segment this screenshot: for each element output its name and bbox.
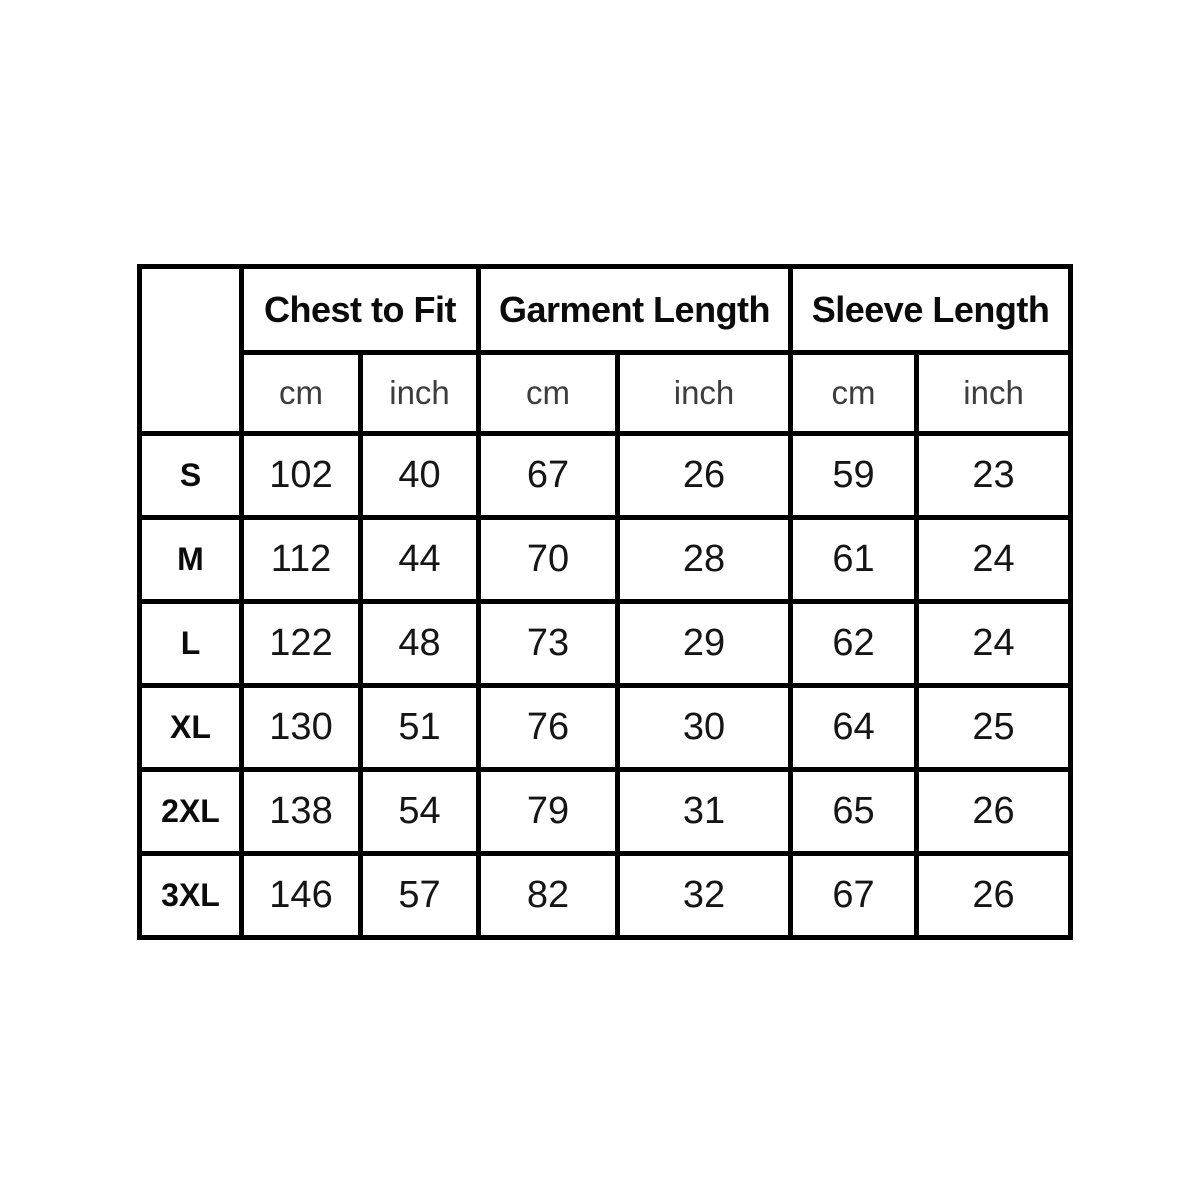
unit-header-sleeve-inch: inch	[917, 353, 1071, 434]
table-row-l	[140, 602, 1071, 686]
measurement-cell: 30	[618, 686, 791, 770]
measurement-cell: 28	[618, 518, 791, 602]
size-label: M	[140, 518, 242, 602]
size-label: 3XL	[140, 854, 242, 938]
measurement-cell: 130	[242, 686, 361, 770]
measurement-cell: 112	[242, 518, 361, 602]
measurement-cell: 57	[361, 854, 479, 938]
measurement-cell: 82	[479, 854, 618, 938]
measurement-cell: 23	[917, 434, 1071, 518]
column-group-chest-to-fit: Chest to Fit	[242, 267, 479, 353]
measurement-cell: 44	[361, 518, 479, 602]
unit-header-chest-inch: inch	[361, 353, 479, 434]
measurement-cell: 24	[917, 602, 1071, 686]
measurement-cell: 32	[618, 854, 791, 938]
unit-header-garment-cm: cm	[479, 353, 618, 434]
measurement-cell: 146	[242, 854, 361, 938]
measurement-cell: 102	[242, 434, 361, 518]
measurement-cell: 61	[791, 518, 917, 602]
column-group-garment-length: Garment Length	[479, 267, 791, 353]
table-row-2xl	[140, 770, 1071, 854]
measurement-cell: 48	[361, 602, 479, 686]
measurement-cell: 65	[791, 770, 917, 854]
unit-header-row	[140, 353, 1071, 434]
unit-header-garment-inch: inch	[618, 353, 791, 434]
size-label: L	[140, 602, 242, 686]
measurement-cell: 24	[917, 518, 1071, 602]
measurement-cell: 76	[479, 686, 618, 770]
measurement-cell: 26	[917, 854, 1071, 938]
size-label: S	[140, 434, 242, 518]
measurement-cell: 70	[479, 518, 618, 602]
measurement-cell: 26	[917, 770, 1071, 854]
measurement-cell: 29	[618, 602, 791, 686]
column-group-sleeve-length: Sleeve Length	[791, 267, 1071, 353]
measurement-cell: 73	[479, 602, 618, 686]
table-row-3xl	[140, 854, 1071, 938]
measurement-cell: 62	[791, 602, 917, 686]
measurement-cell: 40	[361, 434, 479, 518]
measurement-cell: 67	[479, 434, 618, 518]
measurement-cell: 25	[917, 686, 1071, 770]
measurement-cell: 31	[618, 770, 791, 854]
measurement-cell: 138	[242, 770, 361, 854]
measurement-cell: 79	[479, 770, 618, 854]
table-row-s	[140, 434, 1071, 518]
measurement-cell: 26	[618, 434, 791, 518]
measurement-cell: 51	[361, 686, 479, 770]
unit-header-sleeve-cm: cm	[791, 353, 917, 434]
size-label: XL	[140, 686, 242, 770]
unit-header-chest-cm: cm	[242, 353, 361, 434]
measurement-cell: 54	[361, 770, 479, 854]
measurement-cell: 67	[791, 854, 917, 938]
measurement-cell: 59	[791, 434, 917, 518]
measurement-cell: 64	[791, 686, 917, 770]
table-row-m	[140, 518, 1071, 602]
corner-cell	[140, 267, 242, 434]
size-label: 2XL	[140, 770, 242, 854]
measurement-cell: 122	[242, 602, 361, 686]
group-header-row	[140, 267, 1071, 353]
table-row-xl	[140, 686, 1071, 770]
size-chart-table	[137, 264, 1073, 940]
